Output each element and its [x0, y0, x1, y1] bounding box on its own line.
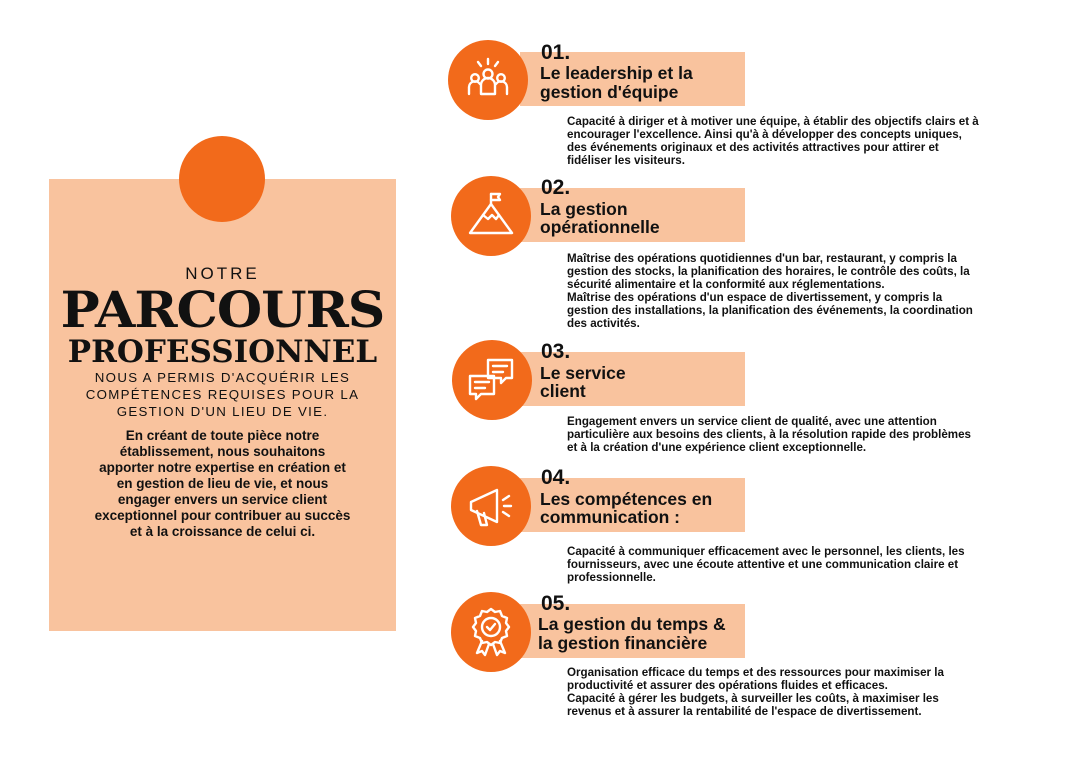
award-badge-icon — [465, 606, 517, 658]
desc-line: gestion des stocks, la planification des horaires, le contrôle des coûts, la — [567, 265, 970, 278]
desc-line: des événements originaux et des activités attractives pour attirer et — [567, 141, 939, 154]
item-2-description — [567, 252, 1039, 330]
item-1-number: 01. — [541, 41, 571, 64]
item-4-description — [567, 545, 1039, 584]
desc-line: et à la création d'une expérience client exceptionnelle. — [567, 441, 867, 454]
item-3-description — [567, 415, 1039, 454]
item-5-number: 05. — [541, 592, 571, 615]
chat-bubbles-icon — [466, 354, 518, 406]
item-1-title-line2: gestion d'équipe — [540, 82, 679, 102]
item-5-title-line1: La gestion du temps & — [538, 614, 726, 634]
desc-line: sécurité alimentaire et la conformité aux réglementations. — [567, 278, 885, 291]
item-3-title-line1: Le service — [540, 363, 626, 383]
item-4-icon-circle — [451, 466, 531, 546]
panel-title-line2: PROFESSIONNEL — [67, 334, 378, 370]
desc-line: des activités. — [567, 317, 640, 330]
item-1-title-line1: Le leadership et la — [540, 63, 693, 83]
panel-title-line1: PARCOURS — [60, 281, 385, 340]
panel-body: En créant de toute pièce notre établissement, nous souhaitons apporter notre expertise en création et en gestion de lieu de vie, et nous engager envers un service client exceptionnel pour contribuer au succès et à la croissance de celui ci. — [94, 428, 351, 539]
desc-line: particulière aux besoins des clients, à la résolution rapide des problèmes — [567, 428, 971, 441]
desc-line: Organisation efficace du temps et des ressources pour maximiser la — [567, 666, 944, 679]
item-2-number: 02. — [541, 176, 571, 199]
item-5-icon-circle — [451, 592, 531, 672]
desc-line: encourager l'excellence. Ainsi qu'à à développer des concepts uniques, — [567, 128, 962, 141]
item-5-description — [567, 666, 1039, 718]
item-3-number: 03. — [541, 340, 571, 363]
desc-line: fournisseurs, avec une écoute attentive et une communication claire et — [567, 558, 959, 571]
desc-line: Maîtrise des opérations quotidiennes d'un bar, restaurant, y compris la — [567, 252, 957, 265]
desc-line: gestion des installations, la planification des événements, la coordination — [567, 304, 973, 317]
item-2-icon-circle — [451, 176, 531, 256]
panel-intro: NOUS A PERMIS D'ACQUÉRIR LES COMPÉTENCES REQUISES POUR LA GESTION D'UN LIEU DE VIE. — [85, 370, 360, 419]
desc-line: revenus et à assurer la rentabilité de l'espace de divertissement. — [567, 705, 922, 718]
item-4-title-line1: Les compétences en — [540, 489, 713, 509]
desc-line: professionnelle. — [567, 571, 656, 584]
desc-line: Engagement envers un service client de qualité, avec une attention — [567, 415, 937, 428]
item-1-description — [567, 115, 1039, 167]
megaphone-icon — [465, 480, 517, 532]
desc-line: Maîtrise des opérations d'un espace de divertissement, y compris la — [567, 291, 943, 304]
desc-line: Capacité à gérer les budgets, à surveiller les coûts, à maximiser les — [567, 692, 939, 705]
decorative-circle — [179, 136, 265, 222]
item-4-title-line2: communication : — [540, 507, 681, 527]
desc-line: Capacité à diriger et à motiver une équipe, à établir des objectifs clairs et à — [567, 115, 979, 128]
mountain-flag-icon — [465, 190, 517, 242]
desc-line: fidéliser les visiteurs. — [567, 154, 685, 167]
item-2-title-line1: La gestion — [540, 199, 628, 219]
item-3-title-line2: client — [540, 381, 586, 401]
item-3-icon-circle — [452, 340, 532, 420]
panel-kicker: NOTRE — [185, 264, 260, 283]
desc-line: productivité et assurer des opérations fluides et efficaces. — [567, 679, 888, 692]
item-2-title-line2: opérationnelle — [540, 217, 660, 237]
team-icon — [462, 54, 514, 106]
item-5-title-line2: la gestion financière — [538, 633, 708, 653]
item-1-icon-circle — [448, 40, 528, 120]
desc-line: Capacité à communiquer efficacement avec le personnel, les clients, les — [567, 545, 965, 558]
item-4-number: 04. — [541, 466, 571, 489]
